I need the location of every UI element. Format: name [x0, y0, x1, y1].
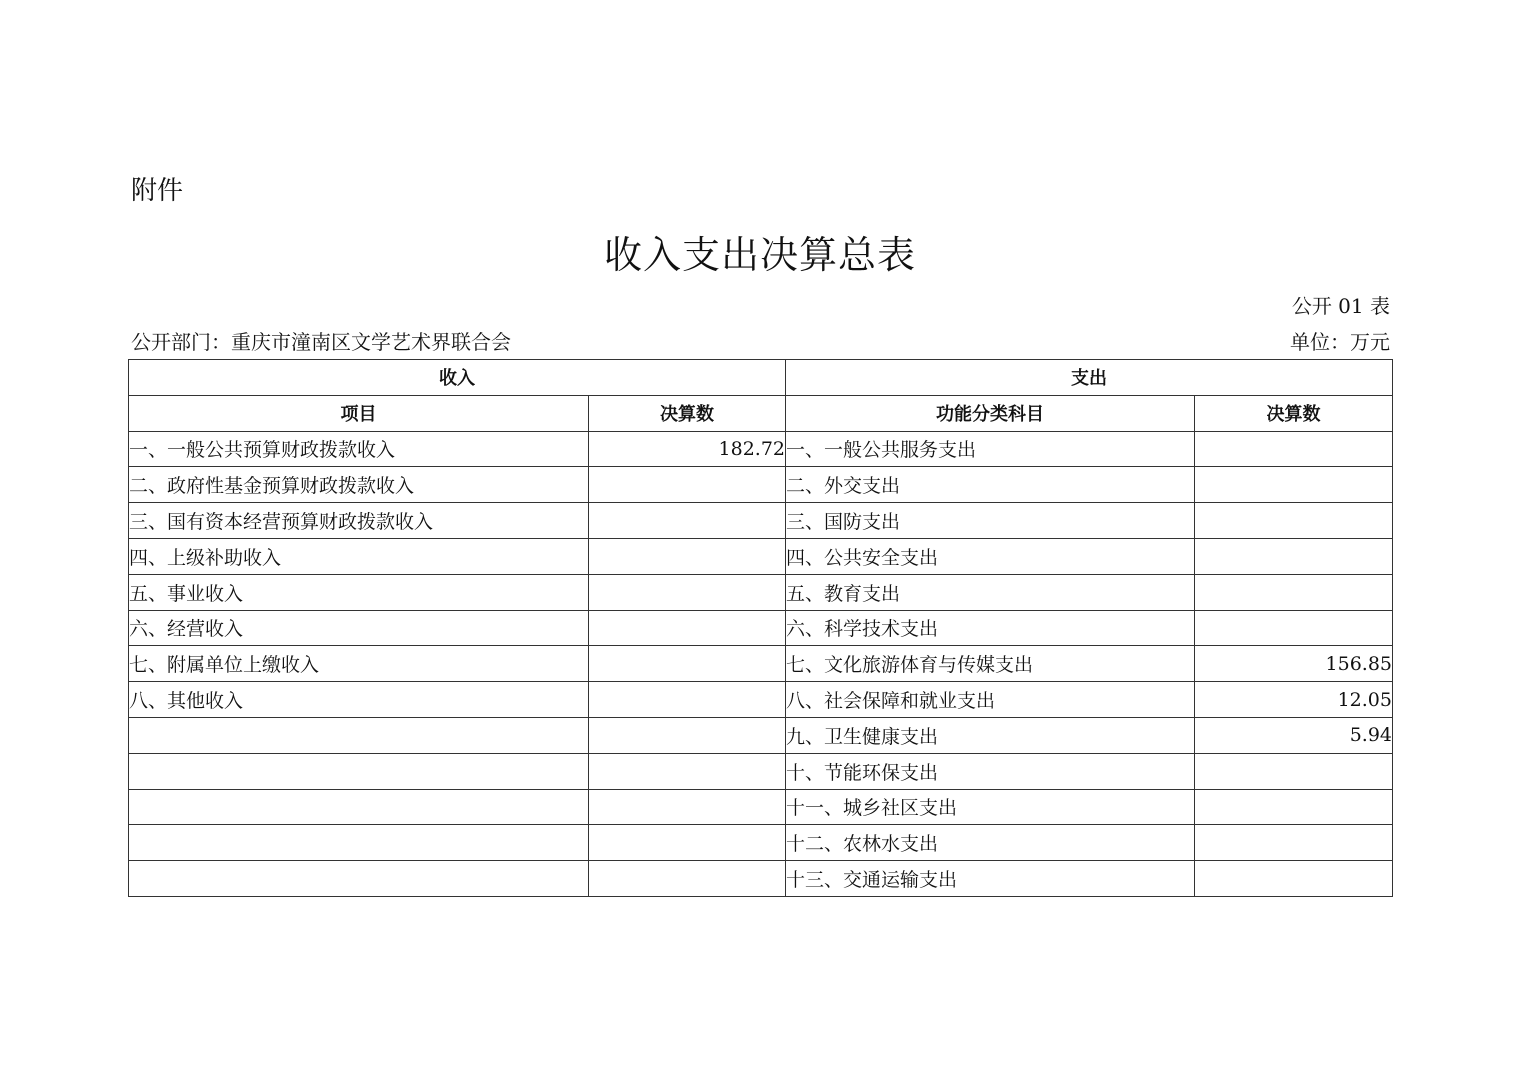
income-amount-cell: [589, 646, 786, 682]
expense-amount-cell: [1195, 610, 1393, 646]
table-row: [129, 610, 1393, 646]
income-amount-header: 决算数: [589, 395, 786, 431]
income-expense-table: [128, 359, 1393, 897]
table-row: [129, 503, 1393, 539]
expense-item-cell: 十三、交通运输支出: [786, 861, 1195, 897]
income-amount-cell: [589, 717, 786, 753]
unit-label: 单位：万元: [1290, 330, 1390, 354]
income-item-cell: 四、上级补助收入: [129, 538, 589, 574]
expense-item-cell: 四、公共安全支出: [786, 538, 1195, 574]
income-item-cell: 五、事业收入: [129, 574, 589, 610]
income-amount-cell: [589, 682, 786, 718]
expense-amount-cell: [1195, 789, 1393, 825]
income-amount-cell: [589, 574, 786, 610]
income-item-cell: 一、一般公共预算财政拨款收入: [129, 431, 589, 467]
expense-item-cell: 一、一般公共服务支出: [786, 431, 1195, 467]
expense-amount-cell: [1195, 574, 1393, 610]
income-item-cell: [129, 825, 589, 861]
table-row: [129, 431, 1393, 467]
expense-amount-cell: [1195, 538, 1393, 574]
page-title: 收入支出决算总表: [603, 233, 916, 277]
expense-item-cell: 十一、城乡社区支出: [786, 789, 1195, 825]
table-row: [129, 682, 1393, 718]
table-row: [129, 538, 1393, 574]
income-amount-cell: 182.72: [589, 431, 786, 467]
expense-amount-cell: 12.05: [1195, 682, 1393, 718]
expense-item-cell: 十二、农林水支出: [786, 825, 1195, 861]
expense-amount-cell: [1195, 431, 1393, 467]
income-section-header: 收入: [129, 360, 786, 396]
expense-item-cell: 五、教育支出: [786, 574, 1195, 610]
expense-section-header: 支出: [786, 360, 1393, 396]
table-row: [129, 825, 1393, 861]
section-header-row: [129, 360, 1393, 396]
expense-item-cell: 八、社会保障和就业支出: [786, 682, 1195, 718]
department-label: 公开部门：重庆市潼南区文学艺术界联合会: [131, 330, 511, 354]
income-item-cell: 八、其他收入: [129, 682, 589, 718]
expense-item-cell: 七、文化旅游体育与传媒支出: [786, 646, 1195, 682]
column-header-row: [129, 395, 1393, 431]
table-row: [129, 646, 1393, 682]
table-row: [129, 717, 1393, 753]
income-amount-cell: [589, 753, 786, 789]
table-row: [129, 574, 1393, 610]
income-item-header: 项目: [129, 395, 589, 431]
table-row: [129, 467, 1393, 503]
expense-item-cell: 九、卫生健康支出: [786, 717, 1195, 753]
income-amount-cell: [589, 538, 786, 574]
income-amount-cell: [589, 610, 786, 646]
income-item-cell: [129, 717, 589, 753]
expense-item-header: 功能分类科目: [786, 395, 1195, 431]
expense-item-cell: 六、科学技术支出: [786, 610, 1195, 646]
income-item-cell: 六、经营收入: [129, 610, 589, 646]
table-code: 公开 01 表: [1291, 294, 1390, 318]
income-amount-cell: [589, 789, 786, 825]
income-item-cell: [129, 753, 589, 789]
income-amount-cell: [589, 467, 786, 503]
income-item-cell: 三、国有资本经营预算财政拨款收入: [129, 503, 589, 539]
income-amount-cell: [589, 861, 786, 897]
expense-item-cell: 三、国防支出: [786, 503, 1195, 539]
expense-amount-cell: [1195, 503, 1393, 539]
table-row: [129, 861, 1393, 897]
table-row: [129, 753, 1393, 789]
expense-item-cell: 十、节能环保支出: [786, 753, 1195, 789]
income-amount-cell: [589, 503, 786, 539]
income-item-cell: [129, 789, 589, 825]
expense-amount-cell: [1195, 753, 1393, 789]
expense-item-cell: 二、外交支出: [786, 467, 1195, 503]
income-amount-cell: [589, 825, 786, 861]
expense-amount-cell: 156.85: [1195, 646, 1393, 682]
table-row: [129, 789, 1393, 825]
income-item-cell: 二、政府性基金预算财政拨款收入: [129, 467, 589, 503]
expense-amount-cell: [1195, 467, 1393, 503]
income-item-cell: [129, 861, 589, 897]
expense-amount-cell: [1195, 825, 1393, 861]
attachment-label: 附件: [131, 176, 184, 206]
expense-amount-header: 决算数: [1195, 395, 1393, 431]
expense-amount-cell: [1195, 861, 1393, 897]
income-item-cell: 七、附属单位上缴收入: [129, 646, 589, 682]
expense-amount-cell: 5.94: [1195, 717, 1393, 753]
